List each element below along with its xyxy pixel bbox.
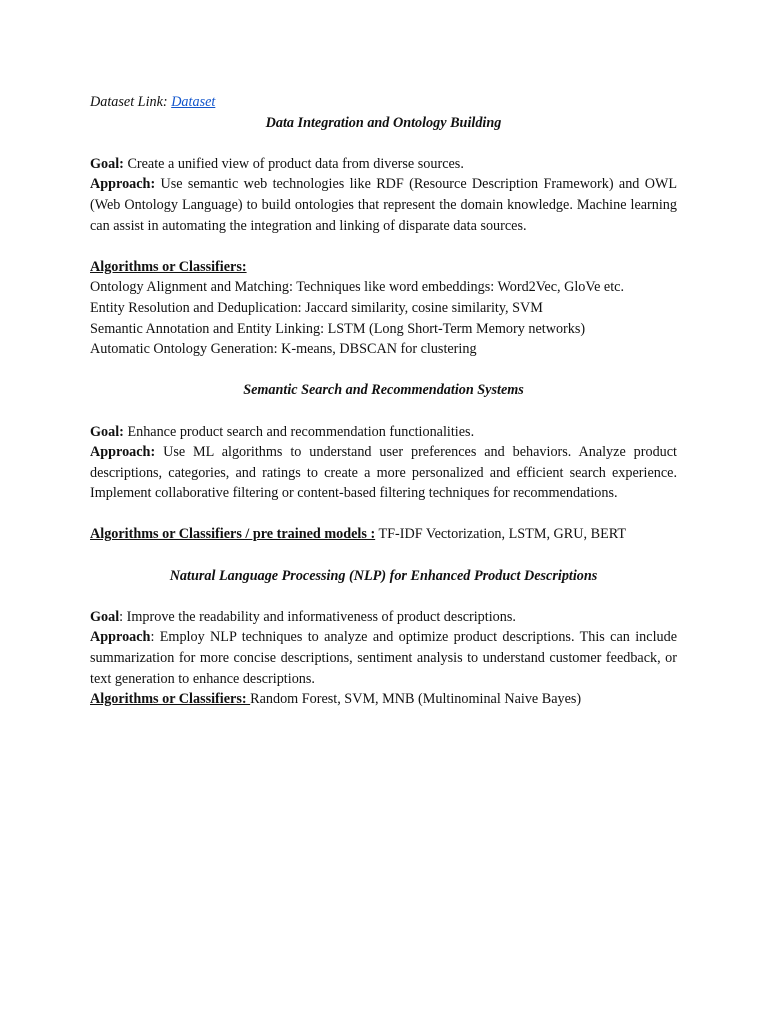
approach-text: Use semantic web technologies like RDF (Resource Description Framework) and OWL (Web Ontology Language) to build ontologies that represent the domain knowledge. Machine learning can assist in automating the integration and linking of disparate data sources. [90,176,677,234]
spacer [90,545,677,566]
algorithms-paragraph [90,689,677,710]
algorithms-heading [90,257,677,278]
algorithms-text: Random Forest, SVM, MNB (Multinominal Naive Bayes) [250,691,582,708]
spacer [90,586,677,607]
spacer [90,236,677,257]
section-heading-semantic-search: Semantic Search and Recommendation Systems [243,382,524,399]
algorithm-item: Semantic Annotation and Entity Linking: LSTM (Long Short-Term Memory networks) [90,320,586,337]
algorithm-item: Ontology Alignment and Matching: Techniques like word embeddings: Word2Vec, GloVe etc. [90,279,624,296]
approach-paragraph [90,174,677,236]
goal-text: Enhance product search and recommendation functionalities. [123,423,475,440]
algorithms-label: Algorithms or Classifiers: [90,258,247,275]
algorithms-text: TF-IDF Vectorization, LSTM, GRU, BERT [375,526,627,543]
goal-text: : Improve the readability and informativeness of product descriptions. [119,608,516,625]
spacer [90,360,677,381]
dataset-link[interactable]: Dataset [171,94,216,110]
goal-label: Goal [90,608,120,625]
goal-paragraph [90,154,677,175]
section-heading-data-integration: Data Integration and Ontology Building [265,114,502,131]
section-heading-nlp: Natural Language Processing (NLP) for Enhanced Product Descriptions [169,567,598,584]
goal-text: Create a unified view of product data from diverse sources. [123,155,464,172]
algorithms-paragraph [90,524,677,545]
algorithms-label: Algorithms or Classifiers: [90,691,251,708]
goal-label: Goal: [90,155,124,172]
document-page [90,92,677,710]
approach-label: Approach: [90,444,156,461]
dataset-line [90,92,677,113]
algorithm-item: Automatic Ontology Generation: K-means, DBSCAN for clustering [90,341,477,358]
approach-paragraph [90,442,677,504]
goal-paragraph [90,422,677,443]
algorithm-item: Entity Resolution and Deduplication: Jaccard similarity, cosine similarity, SVM [90,299,543,316]
approach-text: Use ML algorithms to understand user preferences and behaviors. Analyze product descriptions, categories, and ratings to create a more personalized and efficient search experience. Implement collaborative filtering or content-based filtering techniques for recommendations. [90,444,677,502]
approach-text: : Employ NLP techniques to analyze and optimize product descriptions. This can include summarization for more concise descriptions, sentiment analysis to understand customer feedback, or text generation to enhance descriptions. [90,629,677,687]
approach-label: Approach [90,629,151,646]
approach-label: Approach: [90,176,156,193]
goal-paragraph [90,607,677,628]
spacer [90,504,677,525]
spacer [90,401,677,422]
spacer [90,133,677,154]
dataset-label: Dataset Link: [90,94,172,110]
algorithms-label: Algorithms or Classifiers / pre trained models : [90,526,376,543]
goal-label: Goal: [90,423,124,440]
approach-paragraph [90,627,677,689]
